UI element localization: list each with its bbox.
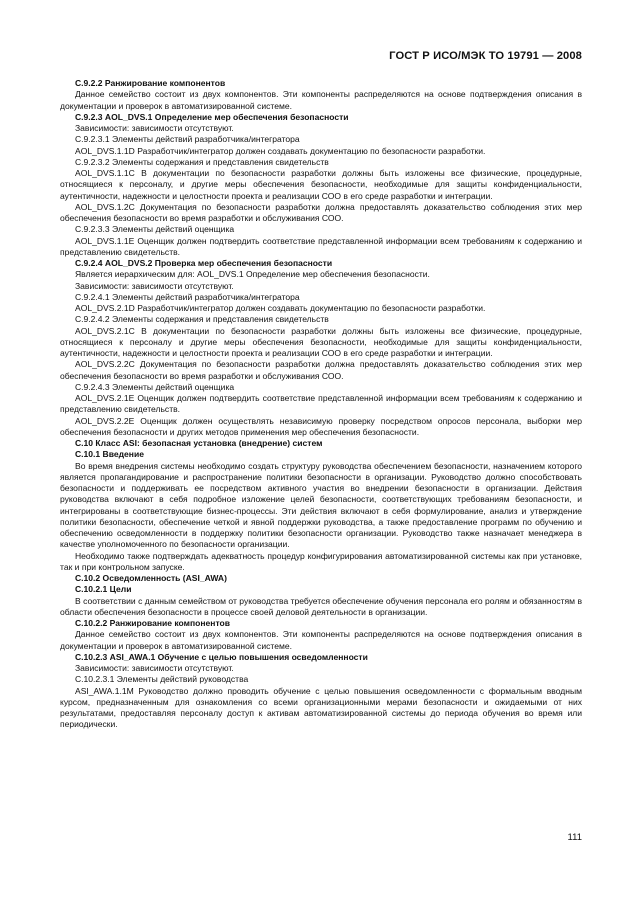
section-heading: С.10.2.1 Цели [75, 584, 132, 595]
paragraph: AOL_DVS.2.2E Оценщик должен осуществлять независимую проверку посредством опросов персонала, выборки мер обеспечения безопасности и других методов применения мер обеспечения безопасности. [60, 415, 582, 437]
paragraph: Данное семейство состоит из двух компонентов. Эти компоненты распределяются на основе подтверждения описания в документации и проверок в автоматизированной системе. [60, 629, 582, 651]
paragraph: С.10.2.3.1 Элементы действий руководства [75, 674, 249, 685]
paragraph: AOL_DVS.2.1E Оценщик должен подтвердить соответствие представленной информации всем требованиям к содержанию и представлению свидетельств. [60, 393, 582, 415]
section-heading: С.9.2.4 AOL_DVS.2 Проверка мер обеспечения безопасности [75, 258, 333, 268]
paragraph: С.9.2.3.1 Элементы действий разработчика/интегратора [75, 134, 300, 145]
paragraph: ASI_AWA.1.1M Руководство должно проводить обучение с целью повышения осведомленности с формальным вводным курсом, предназначенным для ознакомления со всеми организационными мерами безопасности и ожидаемыми от них результатами, предоставляя персоналу доступ к активам автоматизированной системы до периода обучения во время или периодически. [60, 685, 582, 730]
paragraph: AOL_DVS.2.1C В документации по безопасности разработки должны быть изложены все физические, процедурные, относящиеся к персоналу и другие меры обеспечения безопасности, необходимые для защиты конфиденциальности, аутентичности, надежности и целостности проекта и реализации СОО в его среде разработки и интеграции. [60, 325, 582, 358]
page-number: 111 [567, 832, 582, 843]
paragraph: Зависимости: зависимости отсутствуют. [75, 663, 234, 673]
paragraph: AOL_DVS.1.1D Разработчик/интегратор должен создавать документацию по безопасности разработки. [75, 145, 486, 156]
section-heading: С.10.2 Осведомленность (ASI_AWA) [75, 573, 227, 583]
document-body [60, 78, 582, 731]
paragraph: С.9.2.3.2 Элементы содержания и представления свидетельств [75, 156, 329, 167]
paragraph: С.9.2.4.3 Элементы действий оценщика [75, 381, 235, 392]
section-heading: С.10.2.2 Ранжирование компонентов [75, 618, 230, 628]
paragraph: Необходимо также подтверждать адекватность процедур конфигурирования автоматизированной системы как при установке, так и при контрольном запуске. [60, 550, 582, 572]
paragraph: AOL_DVS.2.1D Разработчик/интегратор должен создавать документацию по безопасности разработки. [75, 303, 486, 313]
standard-header: ГОСТ Р ИСО/МЭК ТО 19791 — 2008 [389, 50, 582, 62]
section-heading: С.9.2.2 Ранжирование компонентов [75, 78, 226, 88]
paragraph: Зависимости: зависимости отсутствуют. [75, 280, 234, 291]
section-heading: С.9.2.3 AOL_DVS.1 Определение мер обеспечения безопасности [75, 111, 349, 122]
paragraph: AOL_DVS.2.2C Документация по безопасности разработки должна предоставлять доказательство соблюдения этих мер обеспечения безопасности во время разработки и обслуживания СОО. [60, 359, 582, 381]
paragraph: С.9.2.3.3 Элементы действий оценщика [75, 224, 235, 235]
paragraph: С.9.2.4.1 Элементы действий разработчика/интегратора [75, 291, 300, 302]
paragraph: С.9.2.4.2 Элементы содержания и представления свидетельств [75, 314, 329, 325]
paragraph: Является иерархическим для: AOL_DVS.1 Определение мер обеспечения безопасности. [75, 269, 430, 280]
section-heading: С.10 Класс ASI: безопасная установка (внедрение) систем [75, 438, 323, 448]
paragraph: AOL_DVS.1.2C Документация по безопасности разработки должна предоставлять доказательство соблюдения этих мер обеспечения безопасности во время разработки и обслуживания СОО. [60, 201, 582, 223]
paragraph: В соответствии с данным семейством от руководства требуется обеспечение обучения персонала его ролям и обязанностям в области обеспечения безопасности в процессе своей деловой деятельности в организации. [60, 595, 582, 617]
section-heading: С.10.2.3 ASI_AWA.1 Обучение с целью повышения осведомленности [75, 651, 368, 662]
paragraph: Во время внедрения системы необходимо создать структуру руководства обеспечением безопасности, назначением которого является пропагандирование и распространение политики безопасности в организации. Руководство должно способствовать безопасности и поддерживать ее посредством активного участия во внедрении безопасности в организации. Действия руководства включают в себя подробное изложение целей безопасности, соответствующих требованиям безопасности, и интегрированы в соответствующие бизнес-процессы. Эти действия включают в себя формулирование, анализ и утверждение политики безопасности, обеспечение четкой и явной поддержки руководства, а также предоставление программ по обучению и обеспечению осведомленности в поддержку политики безопасности организации. Руководство также назначает менеджера в качестве уполномоченного по безопасности организации. [60, 460, 582, 550]
paragraph: Зависимости: зависимости отсутствуют. [75, 123, 234, 133]
section-heading: С.10.1 Введение [75, 449, 144, 460]
paragraph: AOL_DVS.1.1C В документации по безопасности разработки должны быть изложены все физические, процедурные, относящиеся к персоналу, и другие меры обеспечения безопасности, необходимые для защиты конфиденциальности, аутентичности, надежности и целостности проекта и реализации СОО в его среде разработки и интеграции. [60, 168, 582, 201]
paragraph: Данное семейство состоит из двух компонентов. Эти компоненты распределяются на основе подтверждения описания в документации и проверок в автоматизированной системе. [60, 89, 582, 111]
paragraph: AOL_DVS.1.1E Оценщик должен подтвердить соответствие представленной информации всем требованиям к содержанию и представлению свидетельств. [60, 235, 582, 257]
